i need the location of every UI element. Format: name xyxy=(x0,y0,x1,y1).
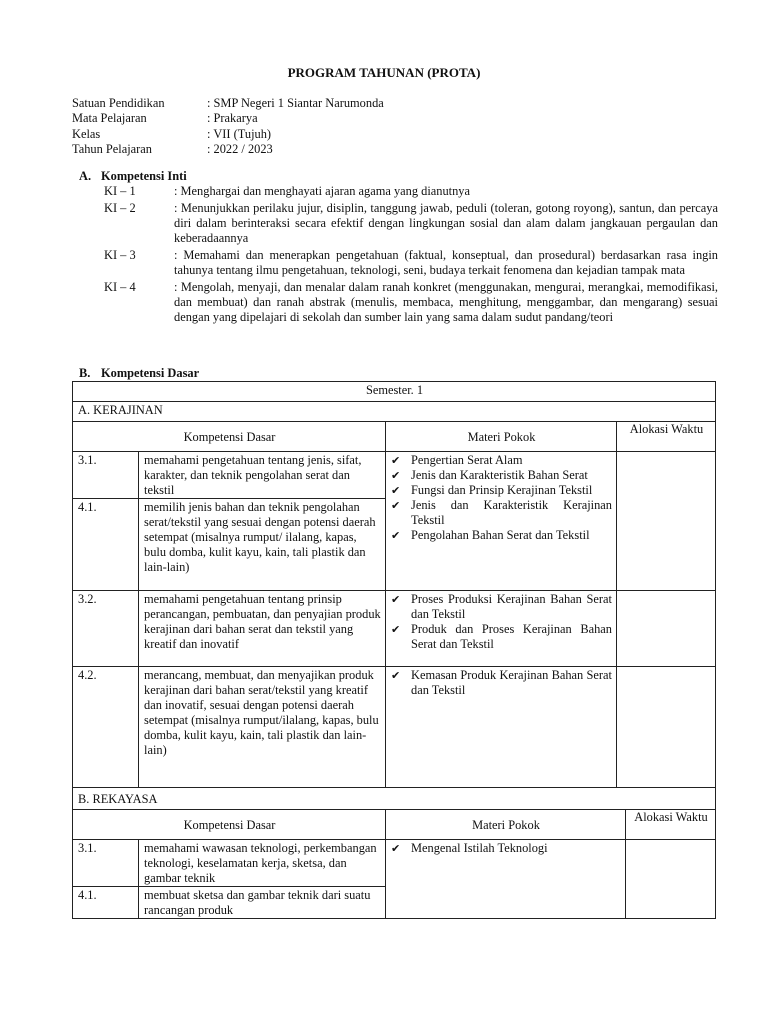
materi-text: Proses Produksi Kerajinan Bahan Serat dan Tekstil xyxy=(411,592,612,621)
kd-text: merancang, membuat, dan menyajikan produk kerajinan dari bahan serat/tekstil yang kreatif dan inovatif, sesuai dengan potensi daerah setempat (misalnya rumput/ilalang, kapas, bulu domba, kulit kayu, kain, tali plastik dan lain-lain) xyxy=(139,667,386,788)
kd-text: memilih jenis bahan dan teknik pengolahan serat/tekstil yang sesuai dengan potensi daerah setempat (misalnya rumput/ ilalang, kapas, bulu domba, kulit kayu, kain, tali plastik dan lain-lain) xyxy=(139,499,386,591)
kerajinan-header-row xyxy=(73,422,716,452)
kd-number: 4.1. xyxy=(73,887,139,919)
table-row xyxy=(73,667,716,788)
check-icon: ✔ xyxy=(391,623,401,636)
check-icon: ✔ xyxy=(391,842,401,855)
ki-item xyxy=(104,184,718,199)
ki-item xyxy=(104,248,718,278)
semester-cell: Semester. 1 xyxy=(73,382,716,402)
kd-text: memahami wawasan teknologi, perkembangan teknologi, keselamatan kerja, sketsa, dan gambar teknik xyxy=(139,840,386,887)
materi-text: Mengenal Istilah Teknologi xyxy=(411,841,548,855)
rekayasa-table xyxy=(72,809,716,919)
check-icon: ✔ xyxy=(391,669,401,682)
header-kd: Kompetensi Dasar xyxy=(73,422,386,452)
info-label: Tahun Pelajaran xyxy=(72,142,152,157)
section-letter: B. xyxy=(79,366,91,380)
header-materi: Materi Pokok xyxy=(386,810,626,840)
kerajinan-title: A. KERAJINAN xyxy=(73,402,716,422)
info-row xyxy=(72,142,384,157)
section-a-heading xyxy=(79,169,187,184)
materi-cell xyxy=(386,452,617,591)
info-value: : SMP Negeri 1 Siantar Narumonda xyxy=(207,96,384,110)
section-b-heading xyxy=(79,366,199,381)
info-label: Mata Pelajaran xyxy=(72,111,147,126)
alokasi-cell xyxy=(626,840,716,919)
info-value: : Prakarya xyxy=(207,111,258,126)
rekayasa-title: B. REKAYASA xyxy=(73,788,716,810)
section-title: Kompetensi Inti xyxy=(101,169,187,183)
materi-cell xyxy=(386,591,617,667)
ki-label: KI – 4 xyxy=(104,280,136,294)
ki-text: : Menghargai dan menghayati ajaran agama yang dianutnya xyxy=(174,184,471,198)
info-value: : VII (Tujuh) xyxy=(207,126,272,141)
section-letter: A. xyxy=(79,169,92,183)
materi-item xyxy=(391,592,612,622)
ki-label: KI – 2 xyxy=(104,201,136,215)
check-icon: ✔ xyxy=(391,484,401,497)
header-materi: Materi Pokok xyxy=(386,422,617,452)
kd-text: memahami pengetahuan tentang jenis, sifat, karakter, dan teknik pengolahan serat dan tekstil xyxy=(139,452,386,499)
materi-item xyxy=(391,528,612,543)
materi-text: Jenis dan Karakteristik Bahan Serat xyxy=(411,468,588,482)
kd-number: 3.2. xyxy=(73,591,139,667)
materi-item xyxy=(391,841,621,856)
info-label: Kelas xyxy=(72,126,101,141)
ki-label: KI – 1 xyxy=(104,184,136,198)
kd-text: membuat sketsa dan gambar teknik dari suatu rancangan produk xyxy=(139,887,386,919)
check-icon: ✔ xyxy=(391,529,401,542)
check-icon: ✔ xyxy=(391,593,401,606)
materi-cell xyxy=(386,667,617,788)
materi-item xyxy=(391,498,612,528)
rekayasa-header-row xyxy=(73,810,716,840)
header-kd: Kompetensi Dasar xyxy=(73,810,386,840)
materi-item xyxy=(391,483,612,498)
alokasi-cell xyxy=(617,452,716,591)
info-value: : 2022 / 2023 xyxy=(207,142,273,157)
header-alokasi: Alokasi Waktu xyxy=(617,422,716,452)
materi-cell xyxy=(386,840,626,919)
materi-text: Kemasan Produk Kerajinan Bahan Serat dan Tekstil xyxy=(411,668,612,697)
check-icon: ✔ xyxy=(391,454,401,467)
kd-table xyxy=(72,381,716,810)
alokasi-cell xyxy=(617,591,716,667)
check-icon: ✔ xyxy=(391,499,401,512)
rekayasa-title-row xyxy=(73,788,716,810)
materi-text: Jenis dan Karakteristik Kerajinan Tekstil xyxy=(411,498,612,527)
materi-text: Fungsi dan Prinsip Kerajinan Tekstil xyxy=(411,483,593,497)
kerajinan-title-row xyxy=(73,402,716,422)
check-icon: ✔ xyxy=(391,469,401,482)
table-row xyxy=(73,840,716,887)
info-row xyxy=(72,127,384,142)
info-label: Satuan Pendidikan xyxy=(72,96,165,110)
materi-text: Pengertian Serat Alam xyxy=(411,453,523,467)
section-title: Kompetensi Dasar xyxy=(101,366,200,380)
ki-text: : Menunjukkan perilaku jujur, disiplin, tanggung jawab, peduli (toleran, gotong royong), santun, dan percaya diri dalam berinteraksi secara efektif dengan lingkungan sosial dan alam dalam jangkauan pergaulan dan keberadaannya xyxy=(174,201,718,245)
info-row xyxy=(72,111,384,126)
kd-number: 4.2. xyxy=(73,667,139,788)
alokasi-cell xyxy=(617,667,716,788)
kd-number: 3.1. xyxy=(73,452,139,499)
ki-item xyxy=(104,280,718,325)
ki-text: : Mengolah, menyaji, dan menalar dalam ranah konkret (menggunakan, mengurai, merangkai, memodifikasi, dan membuat) dan ranah abstrak (menulis, membaca, menghitung, menggambar, dan mengarang) sesuai dengan yang dipelajari di sekolah dan sumber lain yang sama dalam sudut pandang/teori xyxy=(174,280,718,324)
document-title: PROGRAM TAHUNAN (PROTA) xyxy=(287,65,481,80)
table-row xyxy=(73,591,716,667)
table-row xyxy=(73,452,716,499)
ki-text: : Memahami dan menerapkan pengetahuan (faktual, konseptual, dan prosedural) berdasarkan rasa ingin tahunya tentang ilmu pengetahuan, teknologi, seni, budaya terkait fenomena dan kejadian tampak mata xyxy=(174,248,718,277)
materi-item xyxy=(391,468,612,483)
materi-text: Produk dan Proses Kerajinan Bahan Serat dan Tekstil xyxy=(411,622,612,651)
ki-list xyxy=(104,184,718,325)
materi-item xyxy=(391,622,612,652)
materi-text: Pengolahan Bahan Serat dan Tekstil xyxy=(411,528,590,542)
ki-item xyxy=(104,201,718,246)
header-alokasi: Alokasi Waktu xyxy=(626,810,716,840)
ki-label: KI – 3 xyxy=(104,248,136,262)
kd-text: memahami pengetahuan tentang prinsip perancangan, pembuatan, dan penyajian produk kerajinan dari bahan serat dan tekstil yang kreatif dan inovatif xyxy=(139,591,386,667)
info-row xyxy=(72,96,384,111)
materi-item xyxy=(391,453,612,468)
semester-row xyxy=(73,382,716,402)
kd-number: 4.1. xyxy=(73,499,139,591)
materi-item xyxy=(391,668,612,698)
identity-block xyxy=(72,96,384,158)
kd-number: 3.1. xyxy=(73,840,139,887)
